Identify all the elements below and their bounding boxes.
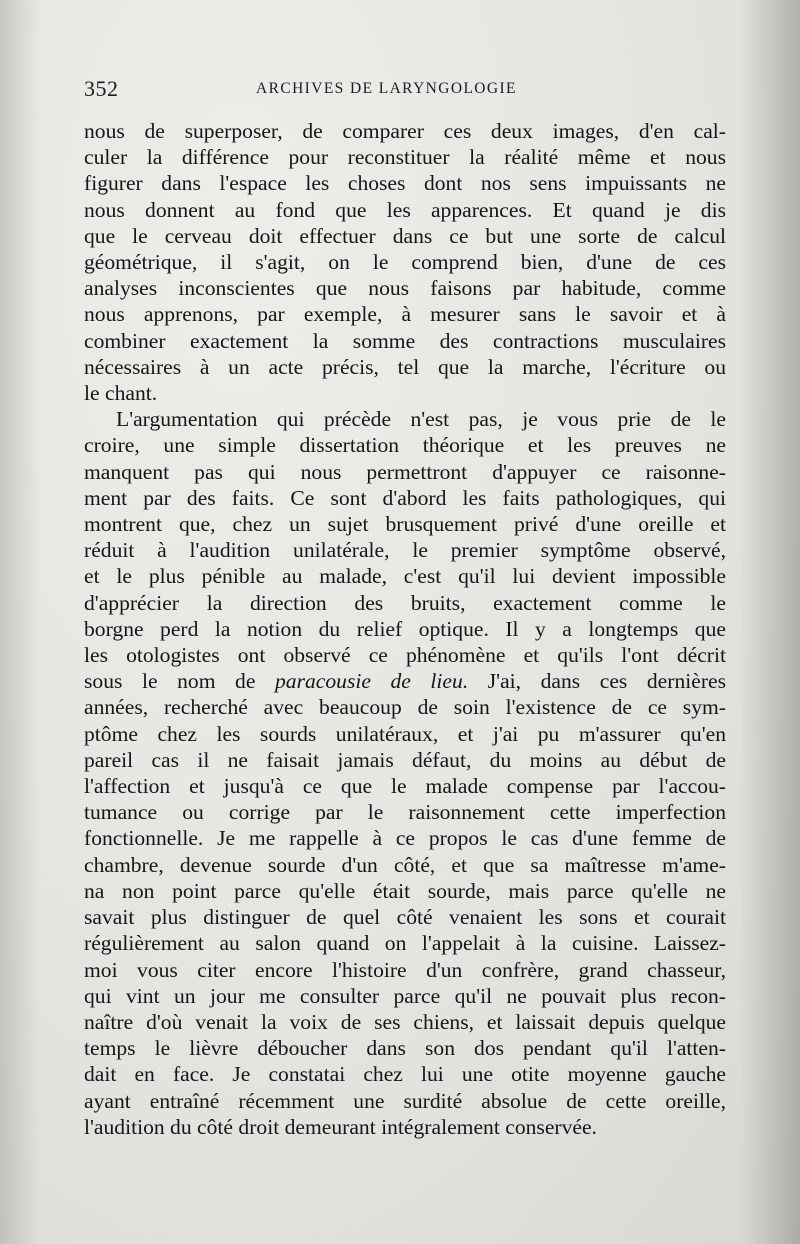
text-line: fonctionnelle. Je me rappelle à ce propos le cas d'une femme de — [84, 826, 726, 851]
paragraph-2-lines-before-italic — [84, 406, 726, 668]
text-line: réduit à l'audition unilatérale, le premier symptôme observé, — [84, 538, 726, 563]
text-line: les otologistes ont observé ce phénomène et qu'ils l'ont décrit — [84, 643, 726, 668]
text-line: nous apprenons, par exemple, à mesurer sans le savoir et à — [84, 302, 726, 327]
text-line: nous de superposer, de comparer ces deux images, d'en cal- — [84, 119, 726, 143]
running-title: ARCHIVES DE LARYNGOLOGIE — [256, 80, 517, 97]
text-line: années, recherché avec beaucoup de soin l'existence de ce sym- — [84, 695, 726, 720]
text-line: l'audition du côté droit demeurant intégralement conservée. — [84, 1114, 597, 1139]
text-line: le chant. — [84, 381, 158, 406]
text-line: combiner exactement la somme des contractions musculaires — [84, 328, 726, 353]
text-line: nécessaires à un acte précis, tel que la marche, l'écriture ou — [84, 354, 726, 379]
text-line: temps le lièvre déboucher dans son dos pendant qu'il l'atten- — [84, 1036, 726, 1061]
text-line: qui vint un jour me consulter parce qu'il ne pouvait plus recon- — [84, 983, 726, 1008]
text-line: que le cerveau doit effectuer dans ce but une sorte de calcul — [84, 223, 726, 248]
text-line: pareil cas il ne faisait jamais défaut, du moins au début de — [84, 747, 726, 772]
text-line: dait en face. Je constatai chez lui une otite moyenne gauche — [84, 1062, 726, 1087]
paragraph-2 — [84, 406, 726, 1140]
text-line: montrent que, chez un sujet brusquement privé d'une oreille et — [84, 512, 726, 537]
text-line: culer la différence pour reconstituer la réalité même et nous — [84, 145, 726, 170]
italic-term-line — [84, 668, 726, 694]
text-line: géométrique, il s'agit, on le comprend bien, d'une de ces — [84, 250, 726, 275]
page-number: 352 — [84, 76, 119, 101]
page-header — [84, 76, 724, 102]
text-line: ptôme chez les sourds unilatéraux, et j'ai pu m'assurer qu'en — [84, 721, 726, 746]
text-line: croire, une simple dissertation théorique et les preuves ne — [84, 433, 726, 458]
text-line: et le plus pénible au malade, c'est qu'il lui devient impossible — [84, 564, 726, 589]
text-line: chambre, devenue sourde d'un côté, et que sa maîtresse m'ame- — [84, 852, 726, 877]
italic-line-prefix: sous le nom de — [84, 669, 275, 694]
text-line: L'argumentation qui précède n'est pas, je vous prie de le — [116, 407, 726, 432]
text-line: ayant entraîné récemment une surdité absolue de cette oreille, — [84, 1088, 726, 1113]
paragraph-1 — [84, 118, 726, 406]
text-line: l'affection et jusqu'à ce que le malade compense par l'accou- — [84, 774, 726, 799]
text-line: tumance ou corrige par le raisonnement cette imperfection — [84, 800, 726, 825]
text-line: nous donnent au fond que les apparences. Et quand je dis — [84, 197, 726, 222]
body-text — [84, 118, 726, 1140]
text-line: d'apprécier la direction des bruits, exactement comme le — [84, 590, 726, 615]
paragraph-2-lines-after-italic — [84, 694, 726, 1139]
text-line: figurer dans l'espace les choses dont nos sens impuissants ne — [84, 171, 726, 196]
text-line: na non point parce qu'elle était sourde, mais parce qu'elle ne — [84, 878, 726, 903]
text-line: régulièrement au salon quand on l'appelait à la cuisine. Laissez- — [84, 931, 726, 956]
text-line: naître d'où venait la voix de ses chiens, et laissait depuis quelque — [84, 1009, 726, 1034]
italic-term: paracousie de lieu. — [274, 669, 469, 694]
text-line: ment par des faits. Ce sont d'abord les faits pathologiques, qui — [84, 485, 726, 510]
text-line: savait plus distinguer de quel côté venaient les sons et courait — [84, 905, 726, 930]
text-line: borgne perd la notion du relief optique. Il y a longtemps que — [84, 616, 726, 641]
text-line: moi vous citer encore l'histoire d'un confrère, grand chasseur, — [84, 957, 726, 982]
text-line: manquent pas qui nous permettront d'appuyer ce raisonne- — [84, 459, 726, 484]
italic-line-suffix: J'ai, dans ces dernières — [468, 669, 726, 694]
text-line: analyses inconscientes que nous faisons par habitude, comme — [84, 276, 726, 301]
